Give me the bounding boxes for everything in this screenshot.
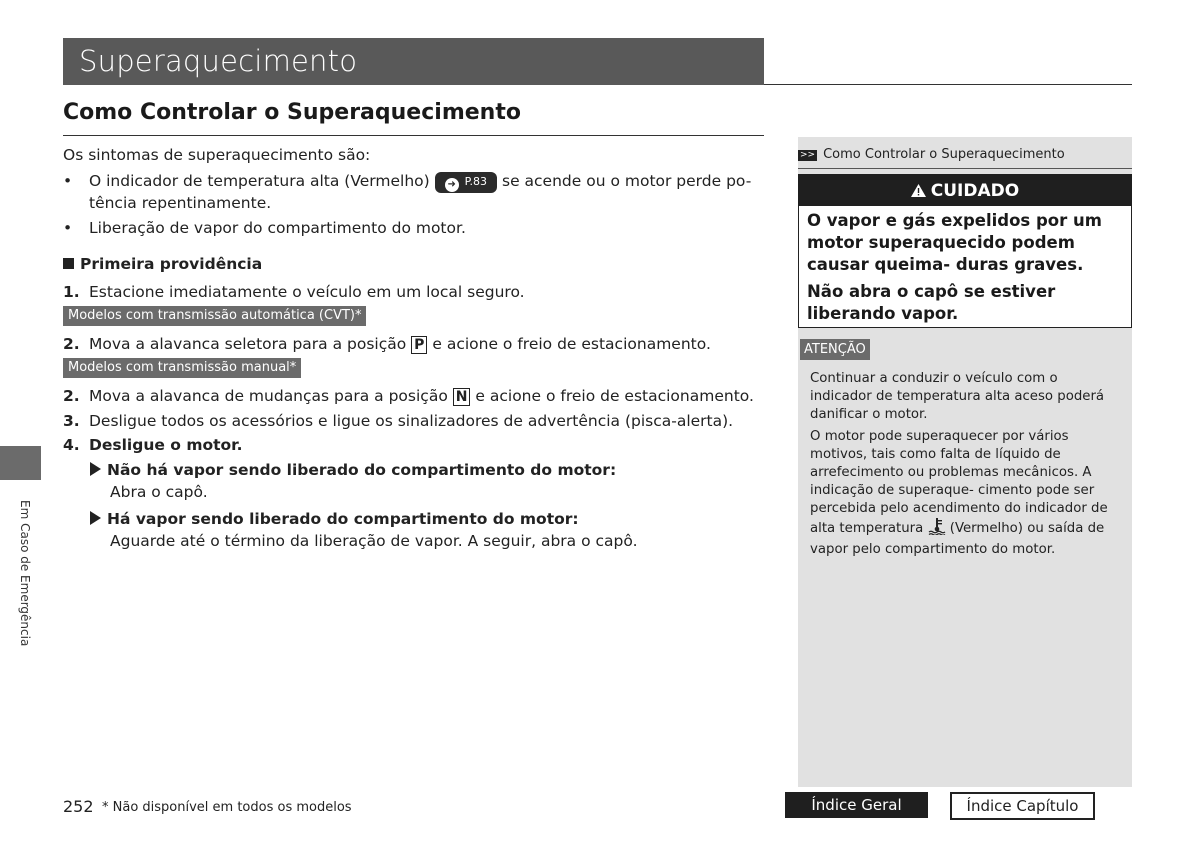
atencao-paragraph-2 [810,428,1122,559]
bullet-1-text-after: se acende ou o motor perde po- [502,172,752,190]
step-2b-after: e acione o freio de estacionamento. [475,387,754,405]
step-2b-before: Mova a alavanca de mudanças para a posição [89,387,448,405]
step-number: 2. [63,335,80,353]
general-index-button[interactable]: Índice Geral [785,792,928,818]
atencao-paragraph-1: Continuar a conduzir o veículo com o indicador de temperatura alta aceso poderá danificar o motor. [810,371,1105,422]
bullet-dot: • [63,172,73,190]
bullet-item-2: Liberação de vapor do compartimento do motor. [89,219,466,237]
page-reference-label: P.83 [464,175,488,188]
caution-title-bar [798,174,1132,206]
sidebar-header-rule [798,168,1132,169]
arrow-right-icon: ➜ [445,178,459,192]
step-number: 4. [63,436,80,454]
page-title: Superaquecimento [79,44,358,78]
step-number: 3. [63,412,80,430]
subheading [63,253,262,275]
atencao-text [810,370,1122,559]
step-4-text: Desligue o motor. [89,436,243,454]
step-number: 1. [63,283,80,301]
step-number: 2. [63,387,80,405]
warning-triangle-icon [911,175,926,209]
triangle-right-icon [90,511,101,525]
double-chevron-icon: >> [800,150,816,160]
intro-text: Os sintomas de superaquecimento são: [63,146,371,164]
step-2b-text [89,385,754,407]
bullet-item-1 [89,170,765,193]
step-1-text: Estacione imediatamente o veículo em um local seguro. [89,283,525,301]
step-2a-before: Mova a alavanca seletora para a posição [89,335,407,353]
case-1-text: Abra o capô. [110,483,208,501]
footnote: * Não disponível em todos os modelos [102,800,352,815]
section-title: Como Controlar o Superaquecimento [63,100,521,125]
case-2-title [90,508,579,530]
case-2-text: Aguarde até o término da liberação de vapor. A seguir, abra o capô. [110,532,638,550]
step-2a-text [89,333,711,355]
section-rule [63,135,764,136]
bullet-1-line-2: tência repentinamente. [89,194,272,212]
page-number: 252 [63,797,94,816]
sidebar-header-text: Como Controlar o Superaquecimento [823,147,1065,162]
bullet-1-text-before: O indicador de temperatura alta (Vermelho) [89,172,430,190]
caution-text [807,210,1125,325]
step-3-text: Desligue todos os acessórios e ligue os sinalizadores de advertência (pisca-alerta). [89,412,734,430]
gear-position-n: N [453,388,471,406]
sidebar-header [798,147,1132,162]
model-tag-manual: Modelos com transmissão manual* [63,358,301,378]
caution-paragraph-2: Não abra o capô se estiver liberando vapor. [807,282,1056,323]
case-2-title-text: Há vapor sendo liberado do compartimento do motor: [107,510,579,528]
chapter-side-label: Em Caso de Emergência [18,500,32,647]
bullet-dot: • [63,219,73,237]
square-bullet-icon [63,258,74,269]
chapter-index-button[interactable]: Índice Capítulo [950,792,1095,820]
atencao-tag: ATENÇÃO [800,339,870,360]
step-2a-after: e acione o freio de estacionamento. [432,335,711,353]
case-1-title-text: Não há vapor sendo liberado do compartimento do motor: [107,461,617,479]
chapter-side-tab [0,446,41,480]
caution-paragraph-1: O vapor e gás expelidos por um motor superaquecido podem causar queima- duras graves. [807,211,1102,274]
title-rule [764,84,1132,85]
atencao-p2-after: (Vermelho) ou saída de vapor pelo compartimento do motor. [810,521,1105,557]
triangle-right-icon [90,462,101,476]
gear-position-p: P [411,336,427,354]
page-reference-link[interactable] [435,172,497,193]
atencao-p2-before: O motor pode superaquecer por vários motivos, tais como falta de líquido de arrefecimento ou problemas mecânicos. A indicação de superaque- cimento pode ser percebida pelo acendimento do indicador de alta temperatura [810,429,1108,536]
caution-title: CUIDADO [930,181,1020,201]
case-1-title [90,459,616,481]
model-tag-cvt: Modelos com transmissão automática (CVT)* [63,306,366,326]
subheading-text: Primeira providência [80,255,263,273]
coolant-temperature-icon [928,518,946,541]
